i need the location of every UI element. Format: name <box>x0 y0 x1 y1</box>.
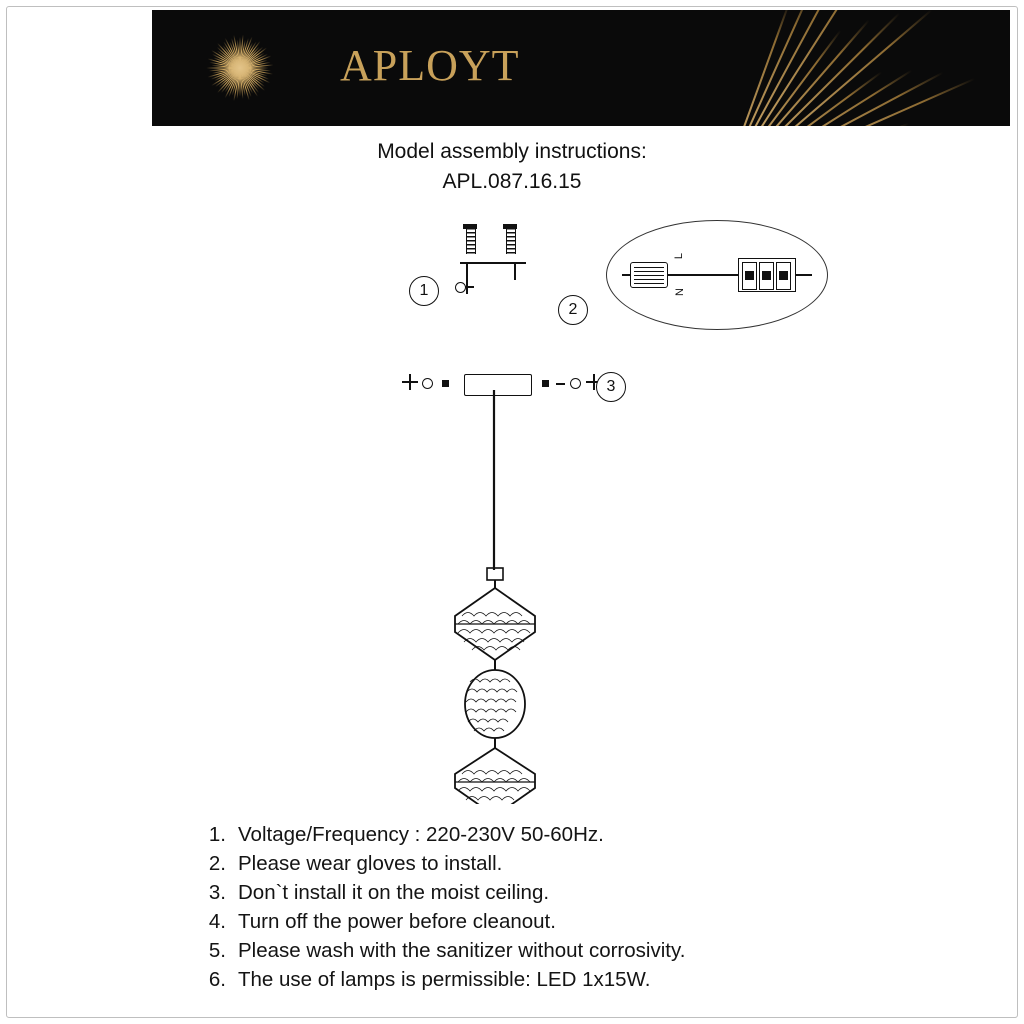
list-item-number: 3. <box>208 881 226 904</box>
bar-leg-right <box>514 264 516 280</box>
list-item <box>196 820 896 849</box>
step-marker-1: 1 <box>409 276 439 306</box>
list-item <box>196 907 896 936</box>
safety-notes-list <box>196 820 896 994</box>
list-item-text: Please wash with the sanitizer without corrosivity. <box>238 939 686 962</box>
step-marker-3: 3 <box>596 372 626 402</box>
list-item-number: 6. <box>208 968 226 991</box>
list-item-number: 1. <box>208 823 226 846</box>
step-marker-2: 2 <box>558 295 588 325</box>
list-item-text: Don`t install it on the moist ceiling. <box>238 881 550 904</box>
mount-bracket-figure <box>452 218 542 308</box>
sunburst-icon <box>188 16 292 120</box>
anchor-ring-icon <box>455 282 466 293</box>
list-item-text: Voltage/Frequency : 220-230V 50-60Hz. <box>238 823 604 846</box>
fan-rays-icon <box>720 10 1010 126</box>
page-title: Model assembly instructions: <box>377 140 647 163</box>
screw-icon <box>466 228 476 254</box>
list-item-number: 5. <box>208 939 226 962</box>
brand-banner <box>152 10 1010 126</box>
canopy-plate-icon <box>464 374 532 396</box>
list-item <box>196 849 896 878</box>
document-heading <box>0 140 1024 194</box>
label-live: L <box>673 252 686 260</box>
upper-diamond-shade <box>455 588 535 660</box>
list-item-number: 4. <box>208 910 226 933</box>
list-item <box>196 878 896 907</box>
brand-name: APLOYT <box>340 41 520 90</box>
list-item <box>196 936 896 965</box>
spacer-icon <box>442 380 449 387</box>
wire-strands-icon <box>630 262 668 288</box>
washer-icon <box>570 378 581 389</box>
wiring-figure <box>606 220 828 330</box>
bar-leg-left <box>466 264 468 280</box>
list-item-number: 2. <box>208 852 226 875</box>
list-item <box>196 965 896 994</box>
label-neutral: N <box>673 288 686 296</box>
list-item-text: The use of lamps is permissible: LED 1x15W. <box>238 968 651 991</box>
list-item-text: Turn off the power before cleanout. <box>238 910 556 933</box>
screw-icon <box>506 228 516 254</box>
nut-icon <box>402 374 418 390</box>
washer-icon <box>422 378 433 389</box>
mounting-bar-icon <box>460 262 526 264</box>
connector-line <box>556 383 565 385</box>
list-item-text: Please wear gloves to install. <box>238 852 503 875</box>
top-connector <box>487 568 503 580</box>
model-number: APL.087.16.15 <box>442 170 582 193</box>
lower-diamond-shade <box>455 748 535 804</box>
pendant-lamp-diagram <box>0 384 1024 804</box>
middle-sphere-shade <box>465 670 525 738</box>
terminal-block-icon <box>738 258 796 292</box>
spacer-icon <box>542 380 549 387</box>
